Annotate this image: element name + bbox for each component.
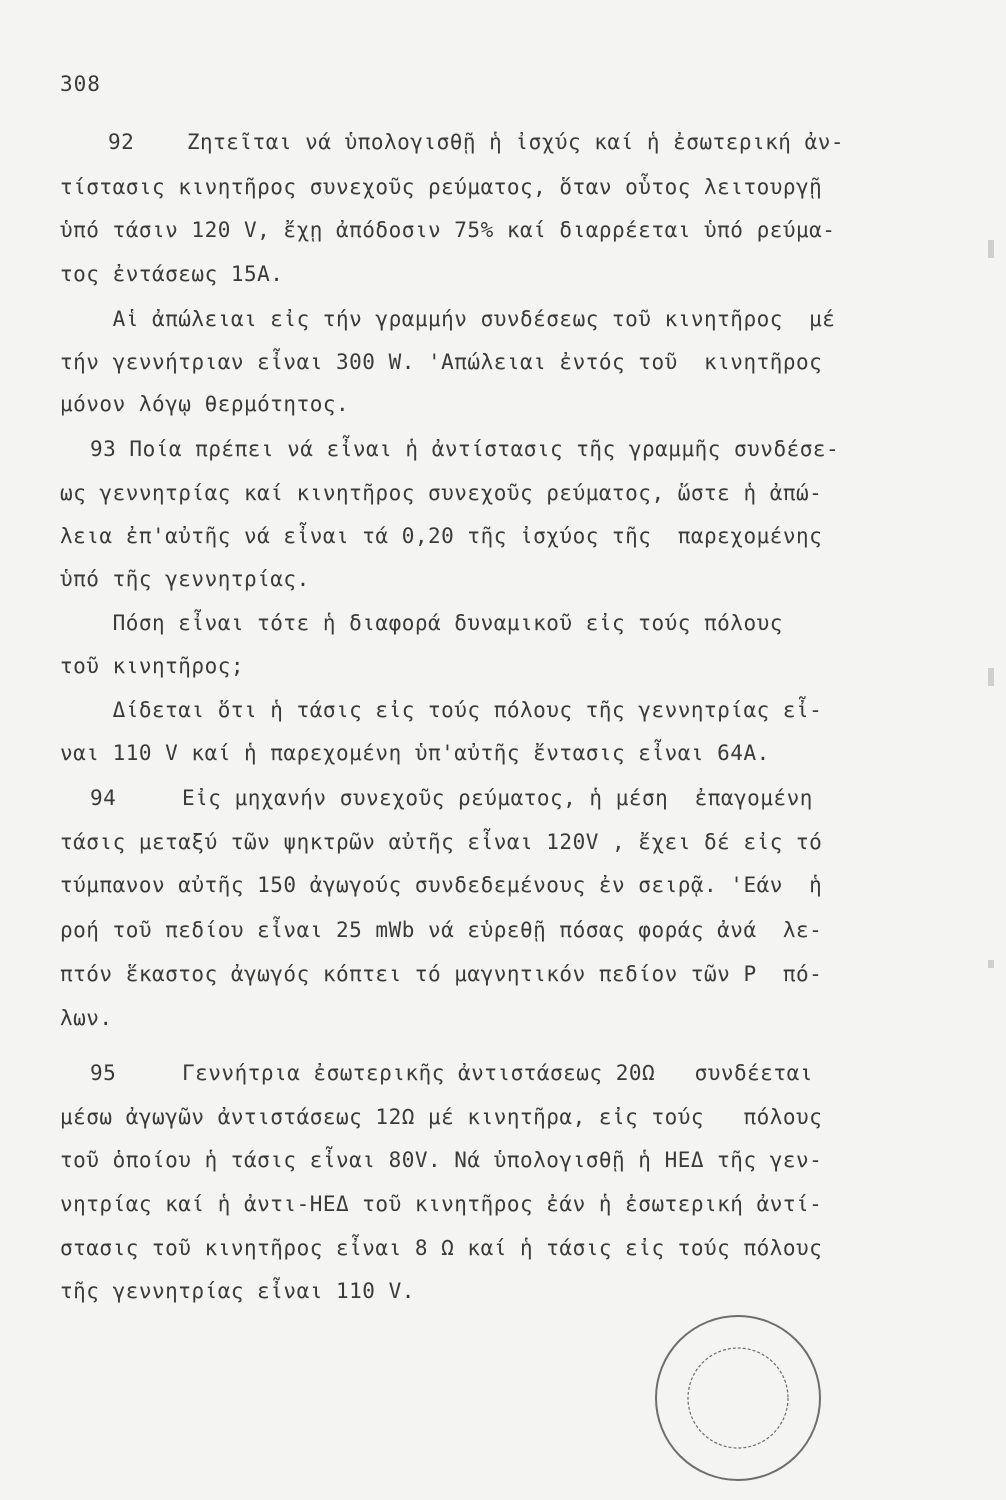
text-line: τος ἐντάσεως 15A. xyxy=(60,262,284,286)
page-number: 308 xyxy=(60,72,101,96)
library-stamp xyxy=(648,1308,828,1488)
text-line: στασις τοῦ κινητῆρος εἶναι 8 Ω καί ἡ τάσις εἰς τούς πόλους xyxy=(60,1236,823,1260)
scan-edge-mark xyxy=(988,960,994,968)
text-line: μόνον λόγῳ θερμότητος. xyxy=(60,392,350,416)
text-line: 94 Εἰς μηχανήν συνεχοῦς ρεύματος, ἡ μέση ἐπαγομένη xyxy=(90,786,813,810)
text-line: λεια ἐπ'αὐτῆς νά εἶναι τά 0,20 τῆς ἰσχύος τῆς παρεχομένης xyxy=(60,524,823,548)
text-line: 95 Γεννήτρια ἐσωτερικῆς ἀντιστάσεως 20Ω συνδέεται xyxy=(90,1061,813,1085)
text-line: τοῦ κινητῆρος; xyxy=(60,654,245,678)
text-line: μέσω ἀγωγῶν ἀντιστάσεως 12Ω μέ κινητῆρα, εἰς τούς πόλους xyxy=(60,1105,823,1129)
text-line: 92 Ζητεῖται νά ὑπολογισθῇ ἡ ἰσχύς καί ἡ ἐσωτερική ἀν- xyxy=(108,130,845,154)
text-line: ροή τοῦ πεδίου εἶναι 25 mWb νά εὑρεθῇ πόσας φοράς ἀνά λε- xyxy=(60,918,823,942)
text-line: Πόση εἶναι τότε ἡ διαφορά δυναμικοῦ εἰς τούς πόλους xyxy=(60,611,783,635)
text-line: τύμπανον αὐτῆς 150 ἀγωγούς συνδεδεμένους ἐν σειρᾷ. 'Εάν ἡ xyxy=(60,873,823,897)
text-line: τήν γεννήτριαν εἶναι 300 W. 'Απώλειαι ἐντός τοῦ κινητῆρος xyxy=(60,350,823,374)
text-line: λων. xyxy=(60,1006,113,1030)
text-line: τίστασις κινητῆρος συνεχοῦς ρεύματος, ὅταν οὗτος λειτουργῇ xyxy=(60,175,823,199)
text-line: ναι 110 V καί ἡ παρεχομένη ὑπ'αὐτῆς ἔντασις εἶναι 64A. xyxy=(60,741,770,765)
text-line: νητρίας καί ἡ ἀντι-ΗΕΔ τοῦ κινητῆρος ἐάν ἡ ἐσωτερική ἀντί- xyxy=(60,1192,823,1216)
text-line: 93 Ποία πρέπει νά εἶναι ἡ ἀντίστασις τῆς γραμμῆς συνδέσε- xyxy=(90,437,840,461)
text-line: πτόν ἕκαστος ἀγωγός κόπτει τό μαγνητικόν πεδίον τῶν P πό- xyxy=(60,962,823,986)
text-line: τῆς γεννητρίας εἶναι 110 V. xyxy=(60,1279,415,1303)
text-line: ὑπό τάσιν 120 V, ἔχῃ ἀπόδοσιν 75% καί διαρρέεται ὑπό ρεύμα- xyxy=(60,218,836,242)
text-line: Αἱ ἀπώλειαι εἰς τήν γραμμήν συνδέσεως τοῦ κινητῆρος μέ xyxy=(60,307,836,331)
text-line: τοῦ ὁποίου ἡ τάσις εἶναι 80V. Νά ὑπολογισθῇ ἡ ΗΕΔ τῆς γεν- xyxy=(60,1148,823,1172)
text-line: ως γεννητρίας καί κινητῆρος συνεχοῦς ρεύματος, ὥστε ἡ ἀπώ- xyxy=(60,481,823,505)
stamp-inner-ring xyxy=(688,1348,788,1448)
stamp-outer-ring xyxy=(656,1316,820,1480)
scan-edge-mark xyxy=(988,240,994,258)
scan-edge-mark xyxy=(988,668,994,686)
text-line: τάσις μεταξύ τῶν ψηκτρῶν αὐτῆς εἶναι 120V , ἔχει δέ εἰς τό xyxy=(60,830,823,854)
text-line: Δίδεται ὅτι ἡ τάσις εἰς τούς πόλους τῆς γεννητρίας εἶ- xyxy=(60,698,823,722)
text-line: ὑπό τῆς γεννητρίας. xyxy=(60,567,310,591)
